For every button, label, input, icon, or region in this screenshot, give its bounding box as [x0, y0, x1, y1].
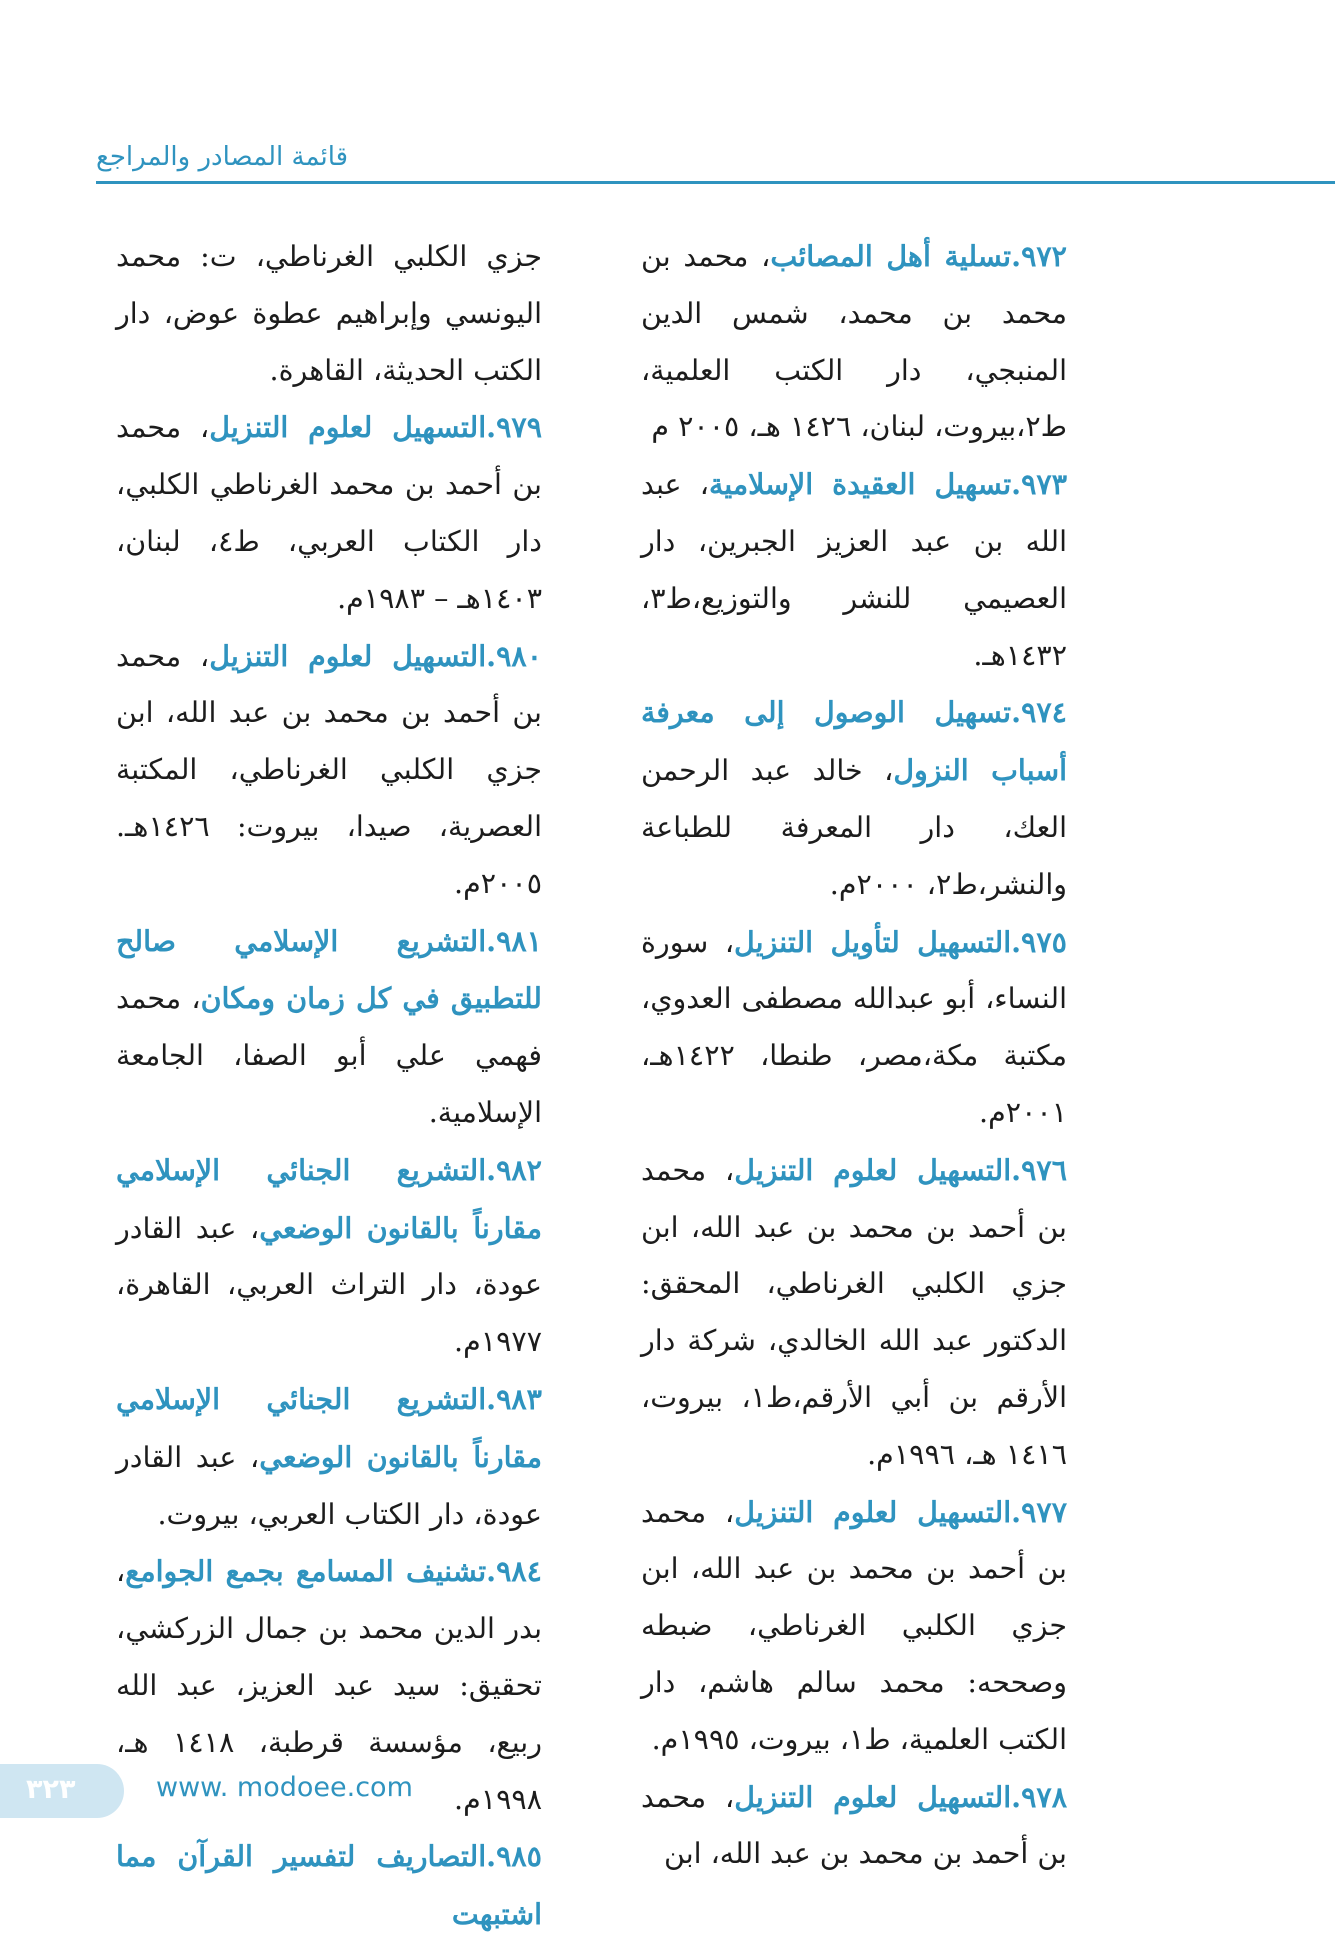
entry-details: جزي الكلبي الغرناطي، ت: محمد اليونسي وإبراهيم عطوة عوض، دار الكتب الحديثة، القاهرة. — [116, 240, 542, 387]
entry-title: التشريع الجنائي الإسلامي مقارناً بالقانون الوضعي — [116, 1152, 542, 1245]
entry-details: ، محمد بن أحمد بن محمد بن عبد الله، ابن جزي الكلبي الغرناطي، المكتبة العصرية، صيدا، بيروت: ١٤٢٦هـ. ٢٠٠٥م. — [116, 639, 542, 900]
bibliography-entry — [641, 1484, 1067, 1769]
bibliography-entry — [116, 1371, 542, 1543]
entry-number: ٩٧٥. — [1011, 924, 1067, 959]
entry-title: التشريع الإسلامي صالح للتطبيق في كل زمان ومكان — [116, 923, 542, 1016]
entry-title: تسلية أهل المصائب — [770, 239, 1012, 273]
bibliography-entry — [641, 1142, 1067, 1484]
entry-number: ٩٨٥. — [486, 1839, 542, 1874]
entry-title: تسهيل العقيدة الإسلامية — [708, 467, 1012, 502]
bibliography-entry — [116, 628, 542, 913]
bibliography-entry — [641, 1769, 1067, 1884]
entry-details: ، محمد بن محمد بن محمد، شمس الدين المنبجي، دار الكتب العلمية، ط٢،بيروت، لبنان، ١٤٢٦ هـ، ٢٠٠٥ م — [641, 240, 1067, 444]
left-column — [116, 228, 542, 1944]
entry-title: التسهيل لعلوم التنزيل — [734, 1779, 1012, 1814]
entry-number: ٩٧٤. — [1011, 695, 1067, 730]
entry-number: ٩٧٧. — [1011, 1494, 1068, 1529]
entry-details: ، عبد الله بن عبد العزيز الجبرين، دار العصيمي للنشر والتوزيع،ط٣، ١٤٣٢هـ. — [641, 468, 1067, 672]
entry-title: التسهيل لعلوم التنزيل — [209, 410, 487, 445]
bibliography-entry — [116, 913, 542, 1142]
entry-number: ٩٨٠. — [486, 638, 543, 673]
entry-number: ٩٨٢. — [486, 1152, 542, 1187]
entry-details: ، عبد القادر عودة، دار التراث العربي، القاهرة، ١٩٧٧م. — [116, 1211, 542, 1359]
page-number: ٣٢٣ — [26, 1774, 76, 1805]
bibliography-entry — [641, 914, 1067, 1142]
bibliography-entry — [641, 456, 1067, 684]
bibliography-entry — [116, 399, 542, 627]
entry-number: ٩٧٦. — [1011, 1152, 1068, 1187]
bibliography-entry — [116, 1828, 542, 1944]
bibliography-entry — [641, 684, 1067, 913]
entry-number: ٩٧٢. — [1011, 239, 1067, 273]
entry-number: ٩٨٤. — [486, 1554, 542, 1589]
entry-title: التسهيل لعلوم التنزيل — [209, 638, 487, 673]
entry-details: ، محمد بن أحمد بن محمد بن عبد الله، ابن جزي الكلبي الغرناطي، المحقق: الدكتور عبد الله الخالدي، شركة دار الأرقم بن أبي الأرقم،ط١، بيروت، ١٤١٦ هـ، ١٩٩٦م. — [641, 1153, 1067, 1471]
entry-title: التشريع الجنائي الإسلامي مقارناً بالقانون الوضعي — [116, 1381, 542, 1474]
entry-details: ، محمد بن أحمد بن محمد بن عبد الله، ابن — [641, 1780, 1067, 1871]
entry-title: التسهيل لعلوم التنزيل — [734, 1152, 1012, 1187]
website-link[interactable]: www. modoee.com — [156, 1772, 413, 1803]
running-header-title: قائمة المصادر والمراجع — [96, 142, 349, 172]
right-column — [641, 228, 1067, 1883]
entry-details: ، سورة النساء، أبو عبدالله مصطفى العدوي، مكتبة مكة،مصر، طنطا، ١٤٢٢هـ، ٢٠٠١م. — [641, 925, 1067, 1129]
entry-details: ، بدر الدين محمد بن جمال الزركشي، تحقيق: سيد عبد العزيز، عبد الله ربيع، مؤسسة قرطبة، ١٤١٨ هـ، ١٩٩٨م. — [116, 1555, 543, 1816]
entry-number: ٩٧٣. — [1011, 467, 1068, 502]
entry-title: تسهيل الوصول إلى معرفة أسباب النزول — [641, 695, 1067, 788]
entry-title: التسهيل لتأويل التنزيل — [734, 924, 1012, 959]
entry-number: ٩٧٩. — [486, 410, 543, 445]
entry-details: ، خالد عبد الرحمن العك، دار المعرفة للطباعة والنشر،ط٢، ٢٠٠٠م. — [641, 754, 1067, 901]
entry-details: ، محمد فهمي علي أبو الصفا، الجامعة الإسلامية. — [116, 982, 542, 1129]
header-divider — [96, 181, 1335, 184]
entry-number: ٩٨٣. — [486, 1381, 542, 1416]
entry-title: تشنيف المسامع بجمع الجوامع — [125, 1554, 487, 1589]
entry-details: ، عبد القادر عودة، دار الكتاب العربي، بيروت. — [116, 1440, 542, 1531]
entry-number: ٩٧٨. — [1011, 1779, 1068, 1814]
bibliography-entry — [116, 1142, 542, 1371]
bibliography-entry-continued — [116, 228, 542, 399]
entry-details: ، محمد بن أحمد بن محمد الغرناطي الكلبي، دار الكتاب العربي، ط٤، لبنان، ١٤٠٣هـ – ١٩٨٣م. — [116, 411, 542, 615]
bibliography-entry — [641, 228, 1067, 456]
entry-details: ، محمد بن أحمد بن محمد بن عبد الله، ابن جزي الكلبي الغرناطي، ضبطه وصححه: محمد سالم هاشم، دار الكتب العلمية، ط١، بيروت، ١٩٩٥م. — [641, 1495, 1067, 1756]
entry-title: التسهيل لعلوم التنزيل — [734, 1494, 1012, 1529]
entry-number: ٩٨١. — [486, 923, 542, 958]
entry-title: التصاريف لتفسير القرآن مما اشتبهت — [116, 1839, 542, 1932]
